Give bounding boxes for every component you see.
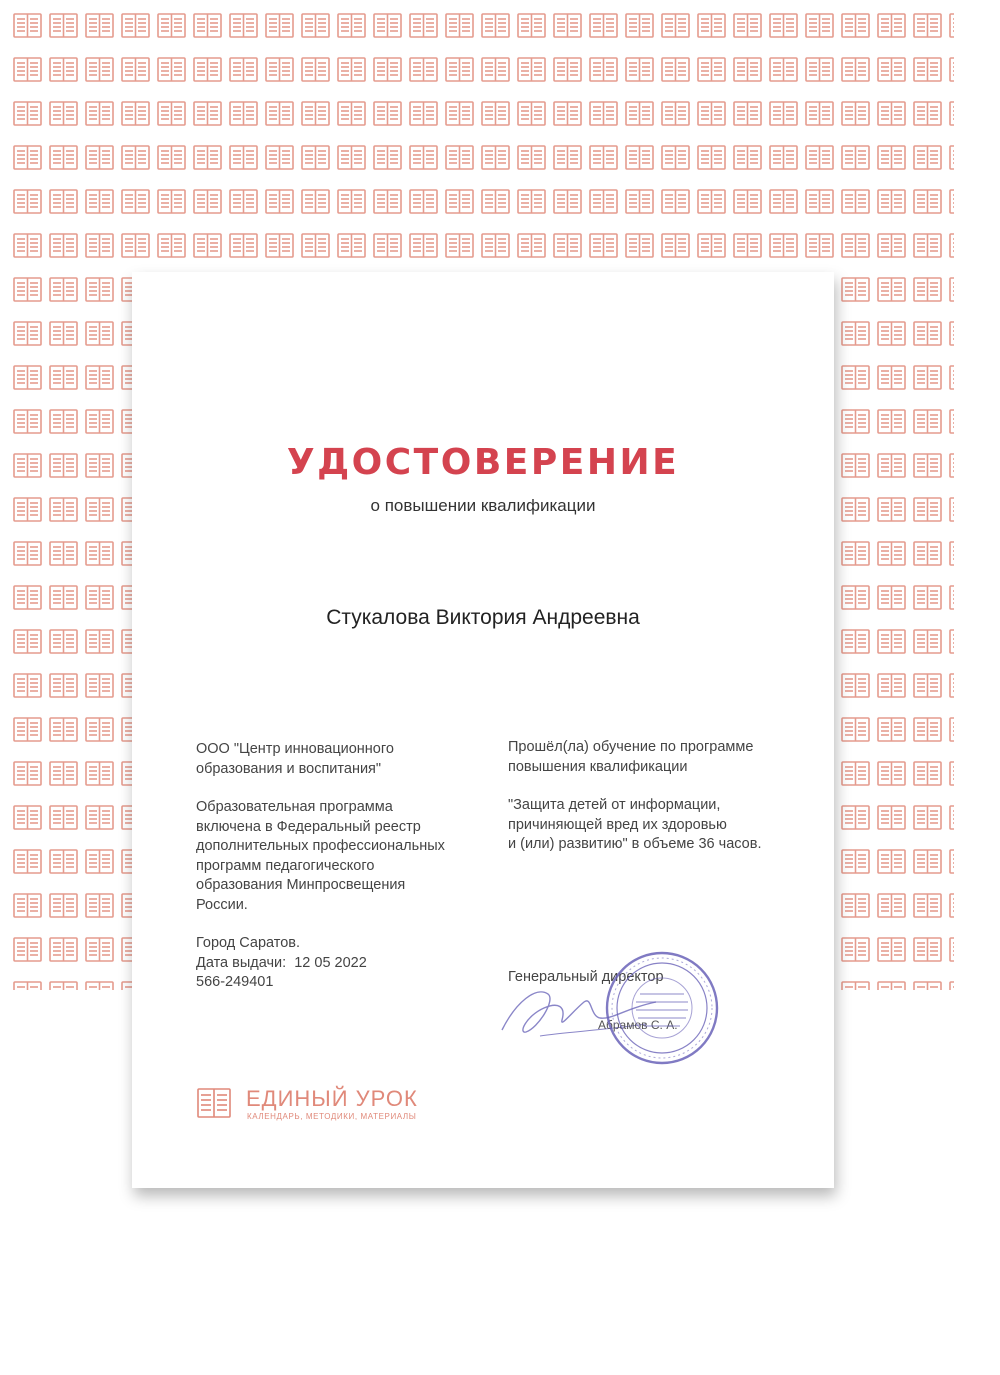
- city: Город Саратов.: [196, 935, 301, 951]
- issue-date-label: Дата выдачи:: [196, 954, 287, 971]
- issue-date-row: [196, 954, 496, 974]
- organization-line: образования и воспитания": [196, 760, 382, 777]
- round-seal-stamp: [602, 948, 722, 1068]
- registry-line: образования Минпросвещения: [196, 877, 406, 893]
- left-column: [196, 740, 496, 1012]
- intro-line: Прошёл(ла) обучение по программе: [508, 739, 754, 755]
- program-registry-note: [196, 798, 496, 915]
- brand-tagline: КАЛЕНДАРЬ, МЕТОДИКИ, МАТЕРИАЛЫ: [247, 1112, 417, 1121]
- registry-line: программ педагогического: [196, 857, 375, 874]
- right-column: [508, 738, 808, 874]
- course-line: причиняющей вред их здоровью: [508, 816, 727, 833]
- certificate-card: [132, 272, 834, 1188]
- certificate-title: УДОСТОВЕРЕНИЕ: [286, 442, 680, 483]
- organization-name: [196, 740, 496, 779]
- course-line: и (или) развитию" в объеме 36 часов.: [508, 836, 762, 852]
- registry-line: Образовательная программа: [196, 799, 393, 815]
- director-title: Генеральный директор: [508, 969, 664, 985]
- course-title: [508, 796, 808, 855]
- registry-line: России.: [196, 896, 248, 913]
- registry-line: включена в Федеральный реестр: [196, 818, 421, 835]
- open-book-icon: [196, 1086, 232, 1120]
- intro-line: повышения квалификации: [508, 758, 688, 775]
- issue-info: [196, 934, 496, 993]
- recipient-name: Стукалова Виктория Андреевна: [326, 606, 640, 629]
- brand-logo: [196, 1086, 456, 1126]
- issue-date: 12 05 2022: [294, 954, 367, 971]
- certificate-subtitle: о повышении квалификации: [370, 496, 596, 515]
- course-line: "Защита детей от информации,: [508, 797, 721, 813]
- organization-line: ООО "Центр инновационного: [196, 741, 394, 757]
- training-intro: [508, 738, 808, 777]
- certificate-number: 566-249401: [196, 974, 274, 990]
- registry-line: дополнительных профессиональных: [196, 838, 445, 854]
- brand-name: ЕДИНЫЙ УРОК: [246, 1086, 418, 1111]
- director-name: Абрамов С. А.: [598, 1018, 678, 1032]
